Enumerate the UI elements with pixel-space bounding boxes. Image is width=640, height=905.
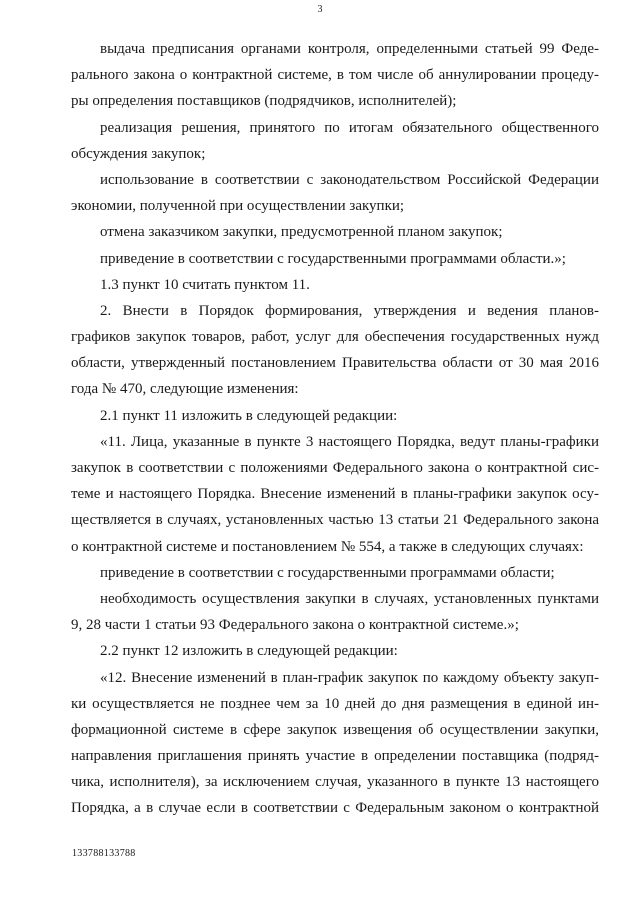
text-line: «12. Внесение изменений в план-график закупок по каждому объекту закуп- [100,669,599,686]
text-line: «11. Лица, указанные в пункте 3 настоящего Порядка, ведут планы-графики [100,433,599,450]
text-line: 2.2 пункт 12 изложить в следующей редакции: [100,643,398,660]
text-line: обсуждения закупок; [71,145,206,162]
text-line: ры определения поставщиков (подрядчиков, исполнителей); [71,93,457,110]
document-code: 133788133788 [72,848,136,859]
text-line: ки осуществляется не позднее чем за 10 дней до дня размещения в единой ин- [71,695,599,712]
text-line: 1.3 пункт 10 считать пунктом 11. [100,276,310,293]
text-line: отмена заказчиком закупки, предусмотренной планом закупок; [100,224,503,241]
text-line: приведение в соответствии с государственными программами области.»; [100,250,566,267]
text-line: выдача предписания органами контроля, определенными статьей 99 Феде- [100,41,599,57]
text-line: о контрактной системе и постановлением № 554, а также в следующих случаях: [71,538,584,555]
text-line: ществляется в случаях, установленных частью 13 статьи 21 Федерального закона [71,512,599,529]
text-line: 2. Внести в Порядок формирования, утверждения и ведения планов- [100,302,599,319]
text-line: области, утвержденный постановлением Правительства области от 30 мая 2016 [71,355,599,372]
text-line: реализация решения, принятого по итогам обязательного общественного [100,119,599,136]
text-line: закупок в соответствии с положениями Федерального закона о контрактной сис- [71,460,599,476]
text-line: 9, 28 части 1 статьи 93 Федерального закона о контрактной системе.»; [71,617,519,634]
text-line: 2.1 пункт 11 изложить в следующей редакции: [100,407,398,424]
document-body [71,36,599,822]
text-line: необходимость осуществления закупки в случаях, установленных пунктами [100,590,599,607]
text-line: чика, исполнителя), за исключением случая, указанного в пункте 13 настоящего [71,774,599,791]
text-line: Порядка, а в случае если в соответствии с Федеральным законом о контрактной [71,800,599,817]
text-line: приведение в соответствии с государственными программами области; [100,564,555,581]
text-line: формационной системе в сфере закупок извещения об осуществлении закупки, [71,721,599,738]
text-line: графиков закупок товаров, работ, услуг для обеспечения государственных нужд [71,329,599,346]
page-number: 3 [317,4,323,15]
text-line: экономии, полученной при осуществлении закупки; [71,198,405,215]
text-line: использование в соответствии с законодательством Российской Федерации [100,171,599,188]
text-line: направления приглашения принять участие в определении поставщика (подряд- [71,748,599,765]
text-line: рального закона о контрактной системе, в том числе об аннулировании процеду- [71,67,599,84]
text-line: теме и настоящего Порядка. Внесение изменений в планы-графики закупок осу- [71,486,599,503]
text-line: года № 470, следующие изменения: [71,381,299,398]
